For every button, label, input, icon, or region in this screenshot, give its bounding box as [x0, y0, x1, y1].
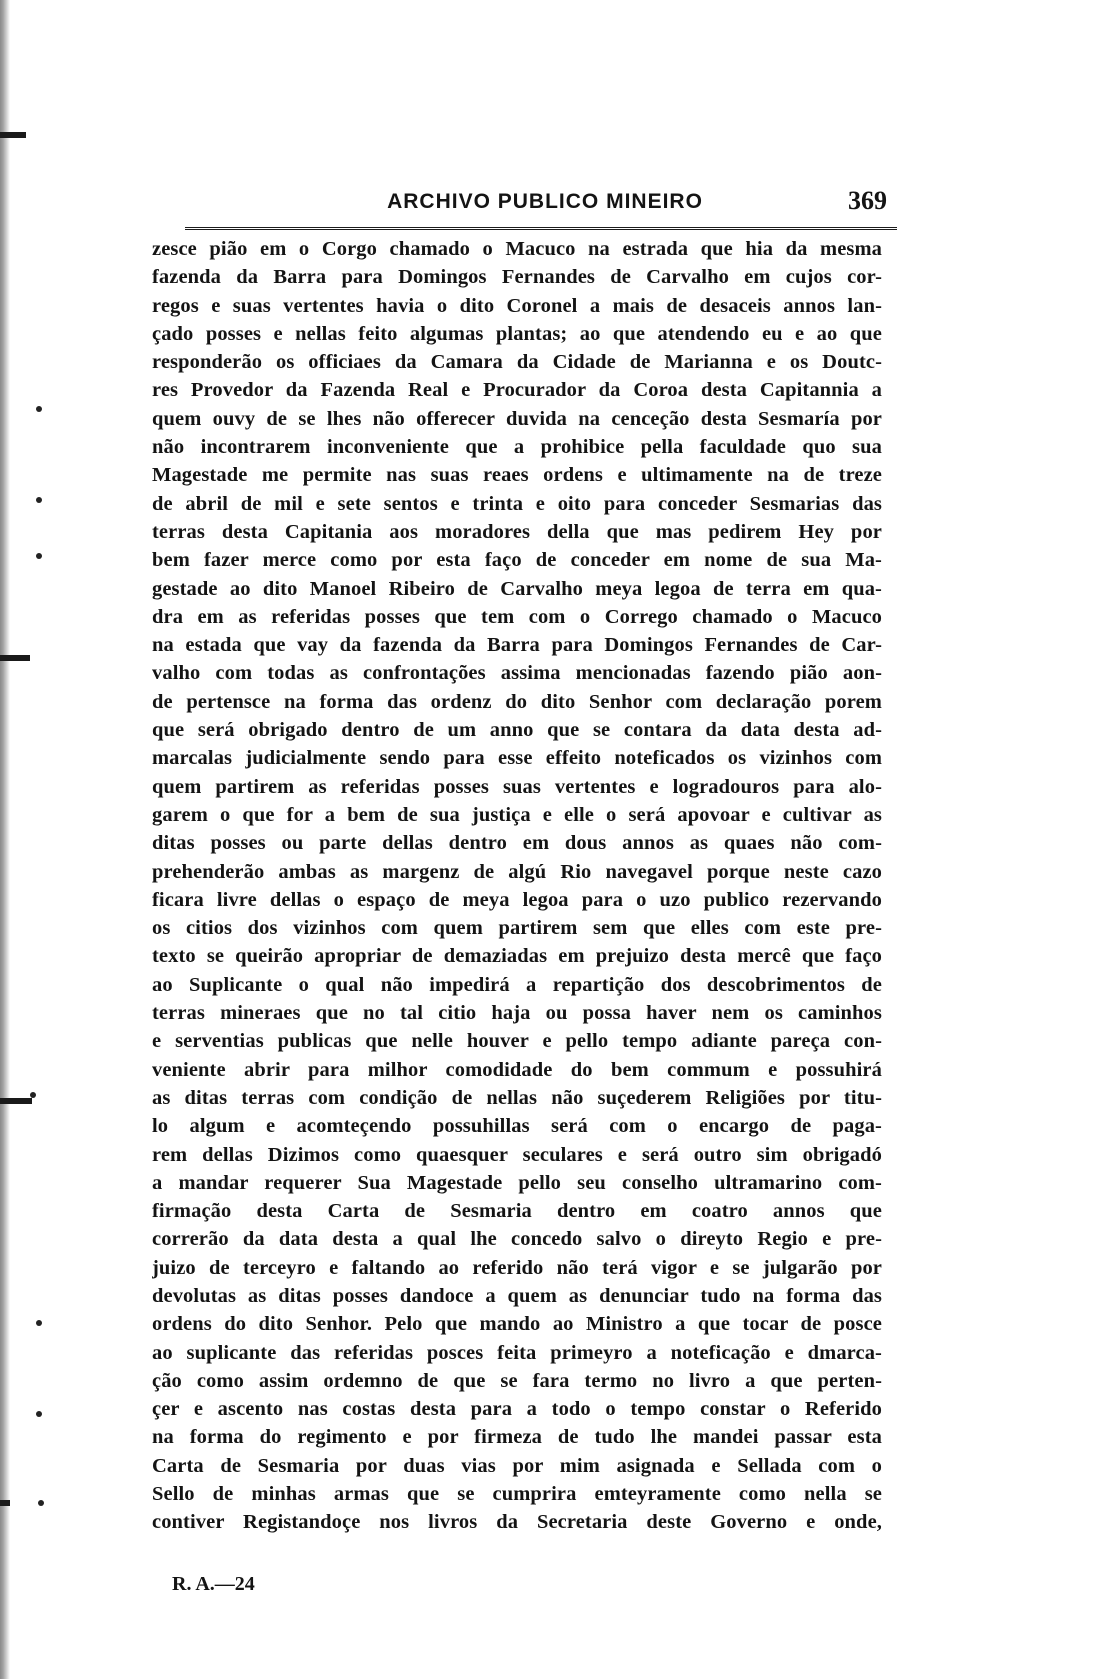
header-rule [185, 222, 897, 230]
running-header [185, 186, 905, 220]
text-line: ordens do dito Senhor. Pelo que mando ao Ministro a que tocar de posce [152, 1313, 882, 1336]
margin-dot [30, 1092, 36, 1098]
text-line: ditas posses ou parte dellas dentro em dous annos as quaes não com- [152, 832, 882, 855]
text-line: os citios dos vizinhos com quem partirem sem que elles com este pre- [152, 917, 882, 940]
text-line: contiver Registandoçe nos livros da Secretaria deste Governo e onde, [152, 1511, 882, 1534]
margin-dot [38, 1500, 44, 1506]
text-line: e serventias publicas que nelle houver e pello tempo adiante pareça con- [152, 1030, 882, 1053]
text-line: res Provedor da Fazenda Real e Procurador da Coroa desta Capitannia a [152, 379, 882, 402]
text-line: terras mineraes que no tal citio haja ou possa haver nem os caminhos [152, 1002, 882, 1025]
text-line: Carta de Sesmaria por duas vias por mim asignada e Sellada com o [152, 1454, 882, 1477]
text-line: fazenda da Barra para Domingos Fernandes de Carvalho em cujos cor- [152, 266, 882, 289]
text-line: ao Suplicante o qual não impedirá a repartição dos descobrimentos de [152, 973, 882, 996]
text-line: devolutas as ditas posses dandoce a quem as denunciar tudo na forma das [152, 1284, 882, 1307]
text-line: firmação desta Carta de Sesmaria dentro em coatro annos que [152, 1200, 882, 1223]
text-line: prehenderão ambas as margenz de algú Rio navegavel porque neste cazo [152, 860, 882, 883]
margin-mark [0, 1098, 32, 1104]
text-line: quem partirem as referidas posses suas vertentes e logradouros para alo- [152, 775, 882, 798]
signature-mark: R. A.—24 [172, 1573, 255, 1595]
page-number: 369 [848, 186, 887, 215]
text-line: de pertensce na forma das ordenz do dito Senhor com declaração porem [152, 690, 882, 713]
text-line: a mandar requerer Sua Magestade pello seu conselho ultramarino com- [152, 1171, 882, 1194]
text-line: correrão da data desta a qual lhe concedo salvo o direyto Regio e pre- [152, 1228, 882, 1251]
text-line: gestade ao dito Manoel Ribeiro de Carvalho meya legoa de terra em qua- [152, 577, 882, 600]
margin-dot [36, 1411, 42, 1417]
text-line: na estada que vay da fazenda da Barra para Domingos Fernandes de Car- [152, 634, 882, 657]
text-line: ao suplicante das referidas posces feita primeyro a noteficação e dmarca- [152, 1341, 882, 1364]
text-line: bem fazer merce como por esta faço de conceder em nome de sua Ma- [152, 549, 882, 572]
text-line: lo algum e acomteçendo possuhillas será com o encargo de paga- [152, 1115, 882, 1138]
text-line: juizo de terceyro e faltando ao referido não terá vigor e se julgarão por [152, 1256, 882, 1279]
text-line: çado posses e nellas feito algumas plantas; ao que atendendo eu e ao que [152, 322, 882, 345]
margin-mark [0, 655, 30, 661]
text-line: veniente abrir para milhor comodidade do bem commum e possuhirá [152, 1058, 882, 1081]
margin-dot [36, 1320, 42, 1326]
text-line: zesce pião em o Corgo chamado o Macuco na estrada que hia da mesma [152, 238, 882, 260]
margin-mark [0, 1500, 10, 1506]
text-line: responderão os officiaes da Camara da Cidade de Marianna e os Doutc- [152, 351, 882, 374]
text-line: marcalas judicialmente sendo para esse effeito noteficados os vizinhos com [152, 747, 882, 770]
text-line: não incontrarem inconveniente que a prohibice pella faculdade quo sua [152, 436, 882, 459]
scan-left-edge [0, 0, 10, 1679]
text-line: as ditas terras com condição de nellas não suçederem Religiões por titu- [152, 1086, 882, 1109]
header-title: ARCHIVO PUBLICO MINEIRO [387, 190, 703, 213]
body-text [152, 235, 882, 1537]
text-line: terras desta Capitania aos moradores della que mas pedirem Hey por [152, 520, 882, 543]
margin-dot [36, 497, 42, 503]
margin-dot [36, 406, 42, 412]
text-line: valho com todas as confrontações assima mencionadas fazendo pião aon- [152, 662, 882, 685]
text-line: rem dellas Dizimos como quaesquer seculares e será outro sim obrigadó [152, 1143, 882, 1166]
text-line: dra em as referidas posses que tem com o Corrego chamado o Macuco [152, 605, 882, 628]
margin-mark [0, 132, 26, 138]
text-line: que será obrigado dentro de um anno que se contara da data desta ad- [152, 719, 882, 742]
text-line: ção como assim ordemno de que se fara termo no livro a que perten- [152, 1369, 882, 1392]
margin-dot [36, 553, 42, 559]
text-line: texto se queirão apropriar de demaziadas em prejuizo desta mercê que faço [152, 945, 882, 968]
text-line: Sello de minhas armas que se cumprira emteyramente como nella se [152, 1483, 882, 1506]
text-line: quem ouvy de se lhes não offerecer duvida na cenceção desta Sesmaría por [152, 407, 882, 430]
text-line: de abril de mil e sete sentos e trinta e oito para conceder Sesmarias das [152, 492, 882, 515]
text-line: ficara livre dellas o espaço de meya legoa para o uzo publico rezervando [152, 888, 882, 911]
text-line: regos e suas vertentes havia o dito Coronel a mais de desaceis annos lan- [152, 294, 882, 317]
text-line: Magestade me permite nas suas reaes ordens e ultimamente na de treze [152, 464, 882, 487]
text-line: na forma do regimento e por firmeza de tudo lhe mandei passar esta [152, 1426, 882, 1449]
text-line: garem o que for a bem de sua justiça e elle o será apovoar e cultivar as [152, 803, 882, 826]
text-line: çer e ascento nas costas desta para a todo o tempo constar o Referido [152, 1398, 882, 1421]
